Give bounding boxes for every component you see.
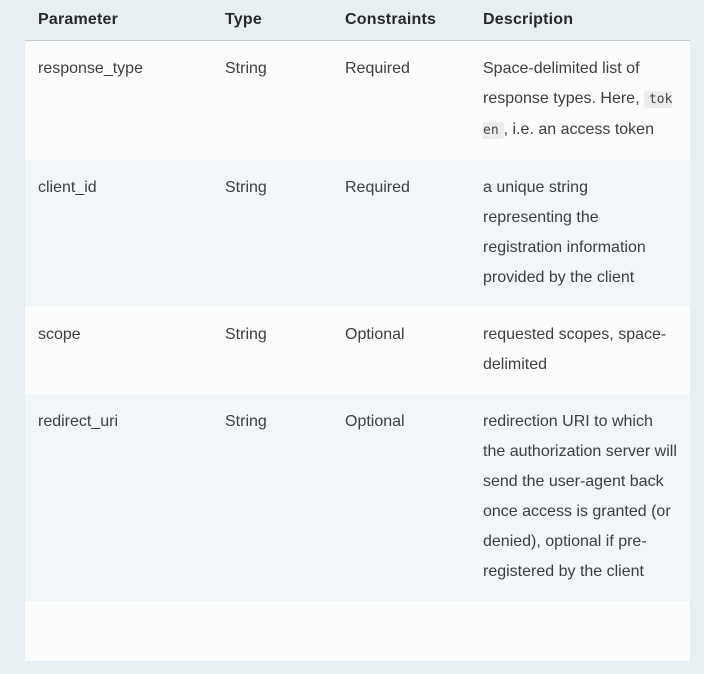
table-row [25, 307, 690, 394]
table-row [25, 160, 690, 307]
column-header-description: Description [483, 11, 574, 28]
description-cell: requested scopes, space-delimited [483, 326, 667, 373]
inline-code: token [483, 92, 673, 138]
column-header-parameter: Parameter [38, 11, 119, 28]
type-cell: String [225, 413, 267, 430]
parameter-cell: scope [38, 326, 81, 343]
description-cell: a unique string representing the registration information provided by the client [483, 179, 646, 286]
constraints-cell: Required [345, 179, 410, 196]
type-cell: String [225, 326, 267, 343]
constraints-cell: Optional [345, 326, 405, 343]
constraints-cell: Required [345, 60, 410, 77]
type-cell: String [225, 60, 267, 77]
parameter-cell: redirect_uri [38, 413, 119, 430]
constraints-cell: Optional [345, 413, 405, 430]
column-header-type: Type [225, 11, 262, 28]
parameters-table [25, 0, 690, 661]
table-row [25, 41, 690, 160]
parameter-cell: response_type [38, 60, 143, 77]
table-row-partial [25, 601, 690, 661]
table-row [25, 394, 690, 601]
parameter-cell: client_id [38, 179, 97, 196]
table-header-row [25, 0, 690, 41]
type-cell: String [225, 179, 267, 196]
table-body [25, 41, 690, 661]
description-cell: Space-delimited list of response types. Here, token , i.e. an access token [483, 60, 673, 138]
description-cell: redirection URI to which the authorization server will send the user-agent back once access is granted (or denied), optional if pre-registered by the client [483, 413, 677, 580]
column-header-constraints: Constraints [345, 11, 437, 28]
